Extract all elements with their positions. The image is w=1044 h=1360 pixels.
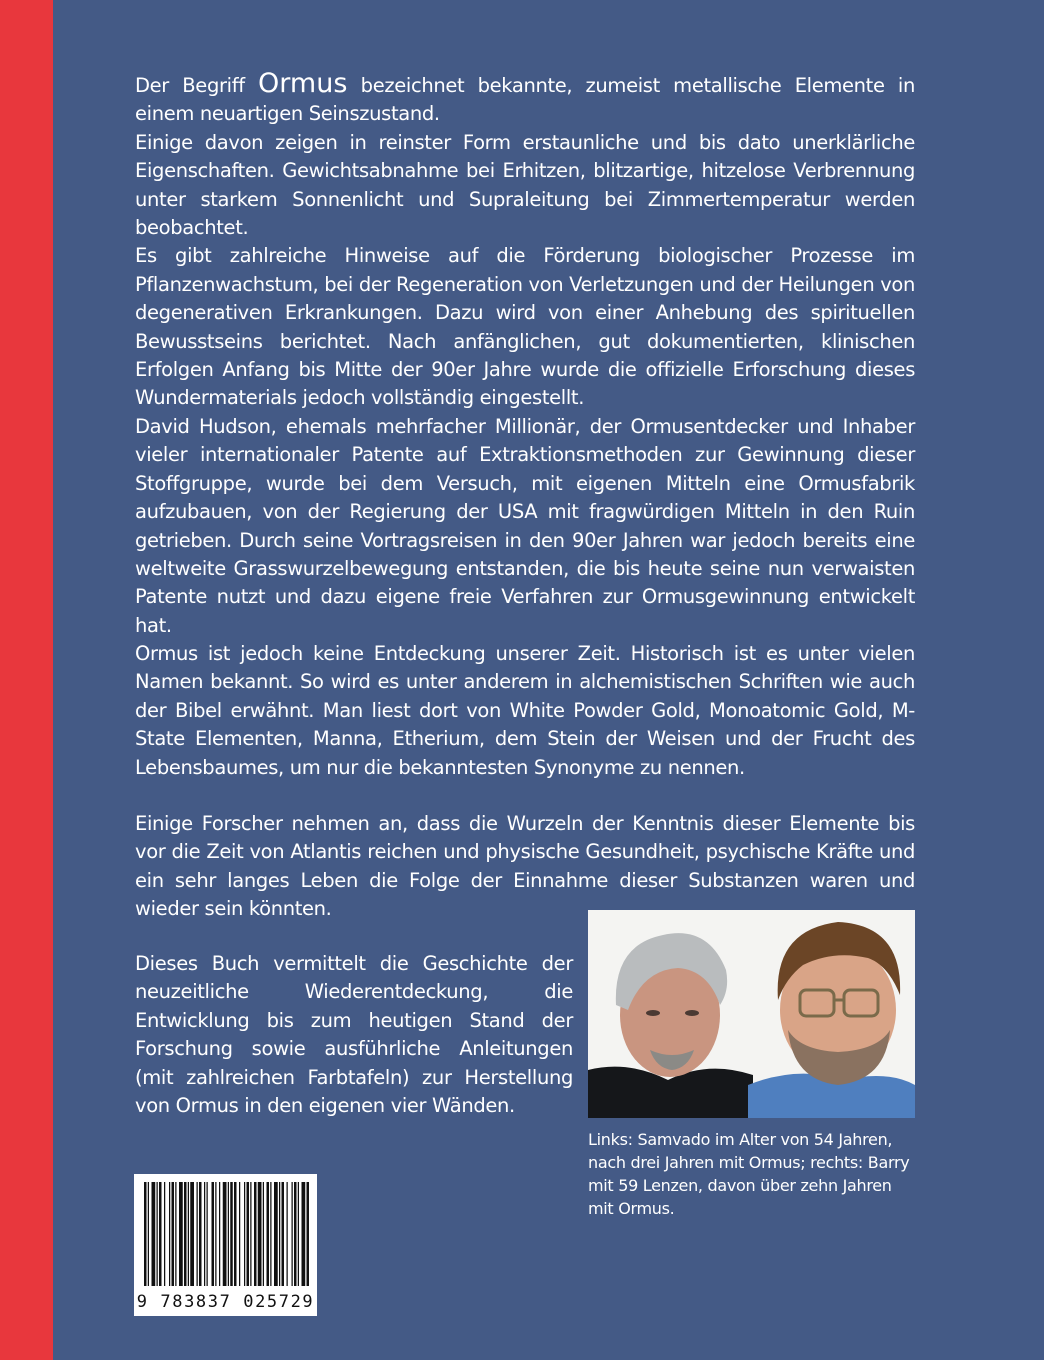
isbn-number: 9 783837 025729: [136, 1292, 315, 1312]
research-section: [135, 810, 915, 924]
barcode-bar: [207, 1182, 208, 1286]
barcode-bar: [228, 1182, 229, 1286]
barcode-bar: [230, 1182, 233, 1286]
barcode-bar: [157, 1182, 158, 1286]
barcode-bars: [142, 1182, 309, 1286]
red-spine-stripe: [0, 0, 53, 1360]
ormus-term: Ormus: [258, 68, 348, 99]
isbn-barcode: [134, 1174, 317, 1316]
barcode-bar: [270, 1182, 271, 1286]
barcode-bar: [250, 1182, 251, 1286]
barcode-bar: [152, 1182, 156, 1286]
barcode-bar: [175, 1182, 176, 1286]
book-section: [135, 950, 573, 1120]
barcode-bar: [223, 1182, 227, 1286]
barcode-bar: [144, 1182, 147, 1286]
barcode-bar: [267, 1182, 270, 1286]
barcode-bar: [159, 1182, 162, 1286]
barcode-bar: [279, 1182, 280, 1286]
barcode-bar: [148, 1182, 149, 1286]
barcode-bar: [298, 1182, 299, 1286]
photo-caption: Links: Samvado im Alter von 54 Jahren, nach drei Jahren mit Ormus; rechts: Barry mit 59 Lenzen, davon über zehn Jahren mit Ormus.: [588, 1130, 910, 1218]
barcode-bar: [282, 1182, 285, 1286]
barcode-bar: [274, 1182, 278, 1286]
research-paragraph: Einige Forscher nehmen an, dass die Wurzeln der Kenntnis dieser Elemente bis vor die Zeit von Atlantis reichen und physische Gesundheit, psychische Kräfte und ein sehr langes Leben die Folge der Einnahme dieser Substanzen waren und wieder sein könnten.: [135, 812, 915, 921]
history-section: [135, 640, 915, 782]
barcode-bar: [302, 1182, 306, 1286]
barcode-bar: [239, 1182, 240, 1286]
barcode-bar: [287, 1182, 288, 1286]
barcode-bar: [215, 1182, 216, 1286]
barcode-bar: [197, 1182, 198, 1286]
barcode-bar: [254, 1182, 257, 1286]
barcode-bar: [263, 1182, 264, 1286]
barcode-bar: [172, 1182, 175, 1286]
barcode-bar: [204, 1182, 205, 1286]
barcode-bar: [184, 1182, 187, 1286]
barcode-bar: [219, 1182, 220, 1286]
intro-paragraph: Der Begriff Ormus bezeichnet bekannte, zumeist metallische Elemente in einem neuartigen Seinszustand.: [135, 68, 915, 126]
hudson-paragraph: David Hudson, ehemals mehrfacher Millionär, der Ormusentdecker und Inhaber vieler internationaler Patente auf Extraktionsmethoden zur Gewinnung dieser Stoffgruppe, wurde bei dem Versuch, mit eigenen Mitteln eine Ormusfabrik aufzubauen, von der Regierung der USA mit fragwürdigen Mitteln in den Ruin getrieben. Durch seine Vortragsreisen in den 90er Jahren war jedoch bereits eine weltweite Grasswurzelbewegung entstanden, die bis heute seine nun verwaisten Patente nutzt und dazu eigene freie Verfahren zur Ormusgewinnung entwickelt hat.: [135, 414, 915, 637]
barcode-bar: [188, 1182, 189, 1286]
barcode-bar: [292, 1182, 293, 1286]
barcode-bar: [164, 1182, 165, 1286]
barcode-bar: [199, 1182, 202, 1286]
barcode-bar: [294, 1182, 297, 1286]
barcode-bar: [169, 1182, 170, 1286]
intro-section: [135, 70, 915, 640]
barcode-bar: [307, 1182, 310, 1286]
biology-paragraph: Es gibt zahlreiche Hinweise auf die Förderung biologischer Prozesse im Pflanzenwachstum, bei der Regeneration von Verletzungen und der Heilungen von degenerativen Erkrankungen. Dazu wird von einer Anhebung des spirituellen Bewusstseins berichtet. Nach anfänglichen, gut dokumentierten, klinischen Erfolgen Anfang bis Mitte der 90er Jahre wurde die offizielle Erforschung dieses Wundermaterials jedoch vollständig eingestellt.: [135, 244, 915, 410]
barcode-bar: [247, 1182, 250, 1286]
barcode-bar: [212, 1182, 215, 1286]
author-photo: [588, 910, 915, 1118]
book-paragraph: Dieses Buch vermittelt die Geschichte der neuzeitliche Wiederentdeckung, die Entwicklung bis zum heutigen Stand der Forschung sowie ausführliche Anleitungen (mit zahlreichen Farbtafeln) zur Herstellung von Ormus in den eigenen vier Wänden.: [135, 952, 573, 1118]
barcode-bar: [258, 1182, 262, 1286]
history-paragraph: Ormus ist jedoch keine Entdeckung unserer Zeit. Historisch ist es unter vielen Namen bekannt. So wird es unter anderem in alchemistischen Schriften wie auch der Bibel erwähnt. Man liest dort von White Powder Gold, Monoatomic Gold, M-State Elementen, Manna, Etherium, dem Stein der Weisen und der Frucht des Lebensbaumes, um nur die bekanntesten Synonyme zu nennen.: [135, 642, 915, 779]
barcode-bar: [179, 1182, 183, 1286]
barcode-bar: [234, 1182, 237, 1286]
barcode-bar: [190, 1182, 194, 1286]
barcode-bar: [244, 1182, 245, 1286]
properties-paragraph: Einige davon zeigen in reinster Form erstaunliche und bis dato unerklärliche Eigenschaften. Gewichtsabnahme bei Erhitzen, blitzartige, hitzelose Verbrennung unter starkem Sonnenlicht und Supraleitung bei Zimmertemperatur werden beobachtet.: [135, 130, 915, 240]
